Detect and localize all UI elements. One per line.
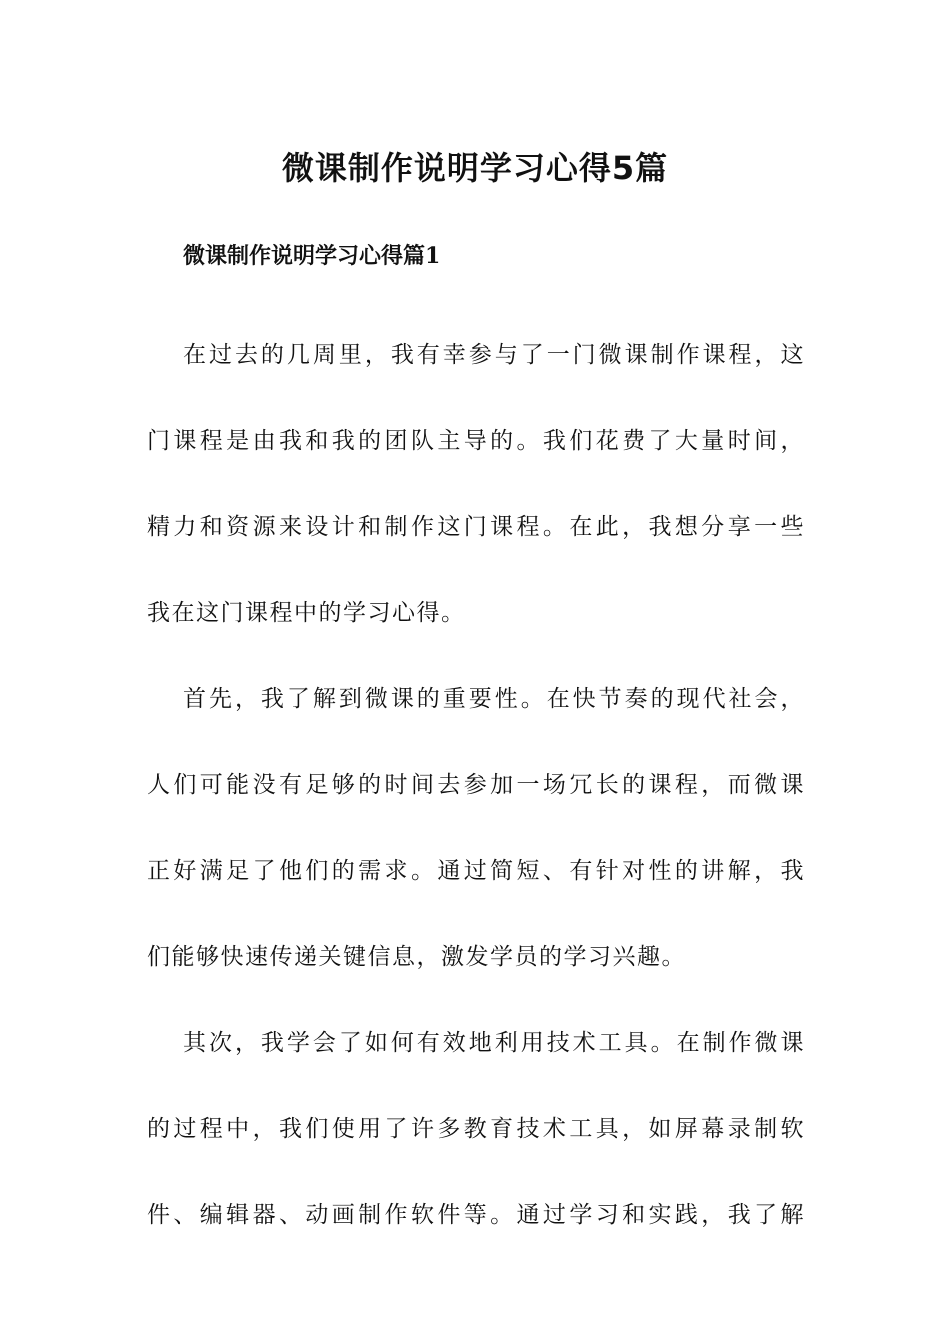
paragraph-2-line-3: 正好满足了他们的需求。通过简短、有针对性的讲解，我 — [147, 858, 805, 884]
paragraph-1-line-4: 我在这门课程中的学习心得。 — [147, 600, 466, 626]
paragraph-2-line-2: 人们可能没有足够的时间去参加一场冗长的课程，而微课 — [147, 772, 805, 798]
paragraph-1-line-3: 精力和资源来设计和制作这门课程。在此，我想分享一些 — [147, 514, 805, 540]
document-title: 微课制作说明学习心得5篇 — [281, 149, 669, 187]
paragraph-1-line-2: 门课程是由我和我的团队主导的。我们花费了大量时间， — [147, 428, 805, 454]
paragraph-3-line-1: 其次，我学会了如何有效地利用技术工具。在制作微课 — [183, 1030, 805, 1056]
paragraph-2-line-4: 们能够快速传递关键信息，激发学员的学习兴趣。 — [147, 944, 686, 970]
paragraph-2-line-1: 首先，我了解到微课的重要性。在快节奏的现代社会， — [183, 686, 805, 712]
section-heading: 微课制作说明学习心得篇1 — [183, 243, 441, 269]
body-text — [147, 312, 805, 1258]
paragraph-1-line-1: 在过去的几周里，我有幸参与了一门微课制作课程，这 — [183, 342, 805, 368]
paragraph-3-line-3: 件、编辑器、动画制作软件等。通过学习和实践，我了解 — [147, 1202, 805, 1228]
paragraph-3-line-2: 的过程中，我们使用了许多教育技术工具，如屏幕录制软 — [147, 1116, 805, 1142]
